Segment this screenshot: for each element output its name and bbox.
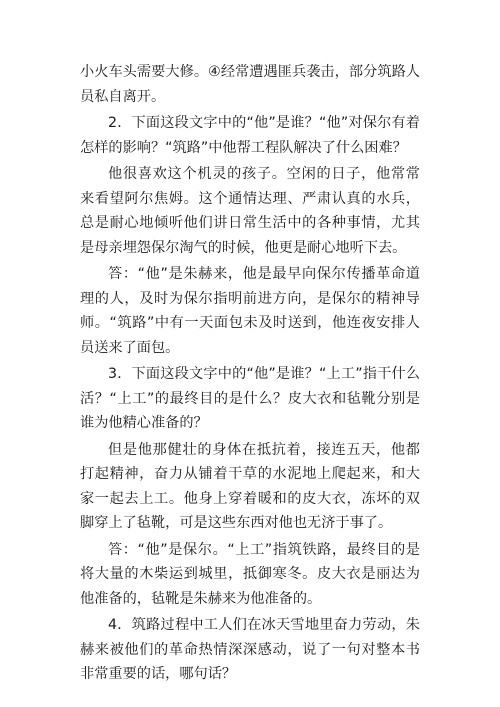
question-3: 3．下面这段文字中的“他”是谁？“上工”指干什么活？“上工”的最终目的是什么？皮大衣和毡靴分别是谁为他精心准备的？ [80, 366, 420, 431]
question-2: 2．下面这段文字中的“他”是谁？“他”对保尔有着怎样的影响？“筑路”中他帮工程队解决了什么困难？ [80, 115, 420, 156]
passage-2: 他很喜欢这个机灵的孩子。空闲的日子，他常常来看望阿尔焦姆。这个通情达理、严肃认真的水兵，总是耐心地倾听他们讲日常生活中的各种事情，尤其是母亲埋怨保尔淘气的时候，他更是耐心地听下去。 [80, 166, 420, 256]
answer-3: 答：“他”是保尔。“上工”指筑铁路，最终目的是将大量的木柴运到城里，抵御寒冬。皮大衣是丽达为他准备的，毡靴是朱赫来为他准备的。 [80, 541, 420, 607]
answer-2: 答：“他”是朱赫来，他是最早向保尔传播革命道理的人，及时为保尔指明前进方向，是保尔的精神导师。“筑路”中有一天面包未及时送到，他连夜安排人员送来了面包。 [80, 266, 420, 356]
passage-3: 但是他那健壮的身体在抵抗着，接连五天，他都打起精神，奋力从铺着干草的水泥地上爬起来，和大家一起去上工。他身上穿着暖和的皮大衣，冻坏的双脚穿上了毡靴，可是这些东西对他也无济于事了。 [80, 441, 420, 531]
document-page [80, 60, 420, 687]
question-4: 4．筑路过程中工人们在冰天雪地里奋力劳动，朱赫来被他们的革命热情深深感动，说了一句对整本书非常重要的话，哪句话？ [80, 617, 420, 682]
continuation-paragraph: 小火车头需要大修。④经常遭遇匪兵袭击，部分筑路人员私自离开。 [80, 64, 420, 105]
